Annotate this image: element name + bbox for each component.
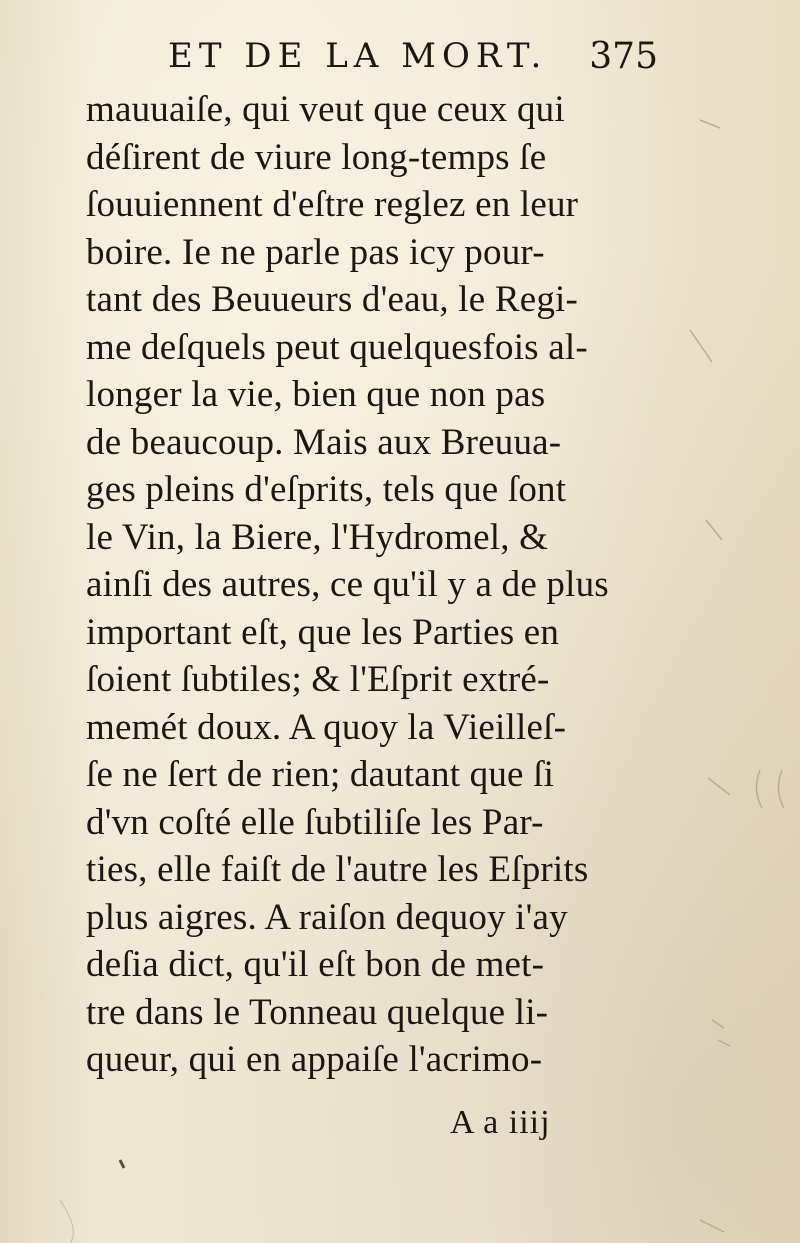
text-line: ſe ne ſert de rien; dautant que ſi <box>86 754 555 795</box>
text-line: important eſt, que les Parties en <box>86 611 560 653</box>
text-line: queur, qui en appaiſe l'acrimo- <box>86 1039 543 1080</box>
page-number: 375 <box>589 36 658 77</box>
text-line: ties, elle faiſt de l'autre les Eſprits <box>86 849 589 890</box>
text-line: boire. Ie ne parle pas icy pour- <box>86 231 545 273</box>
text-line: longer la vie, bien que non pas <box>86 374 546 415</box>
text-line: ges pleins d'eſprits, tels que ſont <box>86 469 567 510</box>
running-head-title: ET DE LA MORT. <box>168 36 548 76</box>
signature-mark: A a iiij <box>450 1104 551 1141</box>
text-line: de beaucoup. Mais aux Breuua- <box>86 421 562 463</box>
text-line: d'vn coſté elle ſubtiliſe les Par- <box>86 801 544 843</box>
text-line: tre dans le Tonneau quelque li- <box>86 991 549 1033</box>
text-line: deſia dict, qu'il eſt bon de met- <box>86 944 545 985</box>
text-line: mauuaiſe, qui veut que ceux qui <box>86 89 565 130</box>
text-line: plus aigres. A raiſon dequoy i'ay <box>86 896 568 938</box>
text-line: ſoient ſubtiles; & l'Eſprit extré- <box>86 659 550 700</box>
text-line: ſouuiennent d'eſtre reglez en leur <box>86 184 579 225</box>
body-text <box>86 86 686 1084</box>
text-line: tant des Beuueurs d'eau, le Regi- <box>86 279 579 320</box>
text-line: déſirent de viure long-temps ſe <box>86 136 547 178</box>
text-line: me deſquels peut quelquesfois al- <box>86 326 588 368</box>
text-line: le Vin, la Biere, l'Hydromel, & <box>86 516 549 558</box>
text-line: memét doux. A quoy la Vieilleſ- <box>86 706 567 748</box>
text-line: ainſi des autres, ce qu'il y a de plus <box>86 564 609 605</box>
running-head <box>168 36 658 86</box>
